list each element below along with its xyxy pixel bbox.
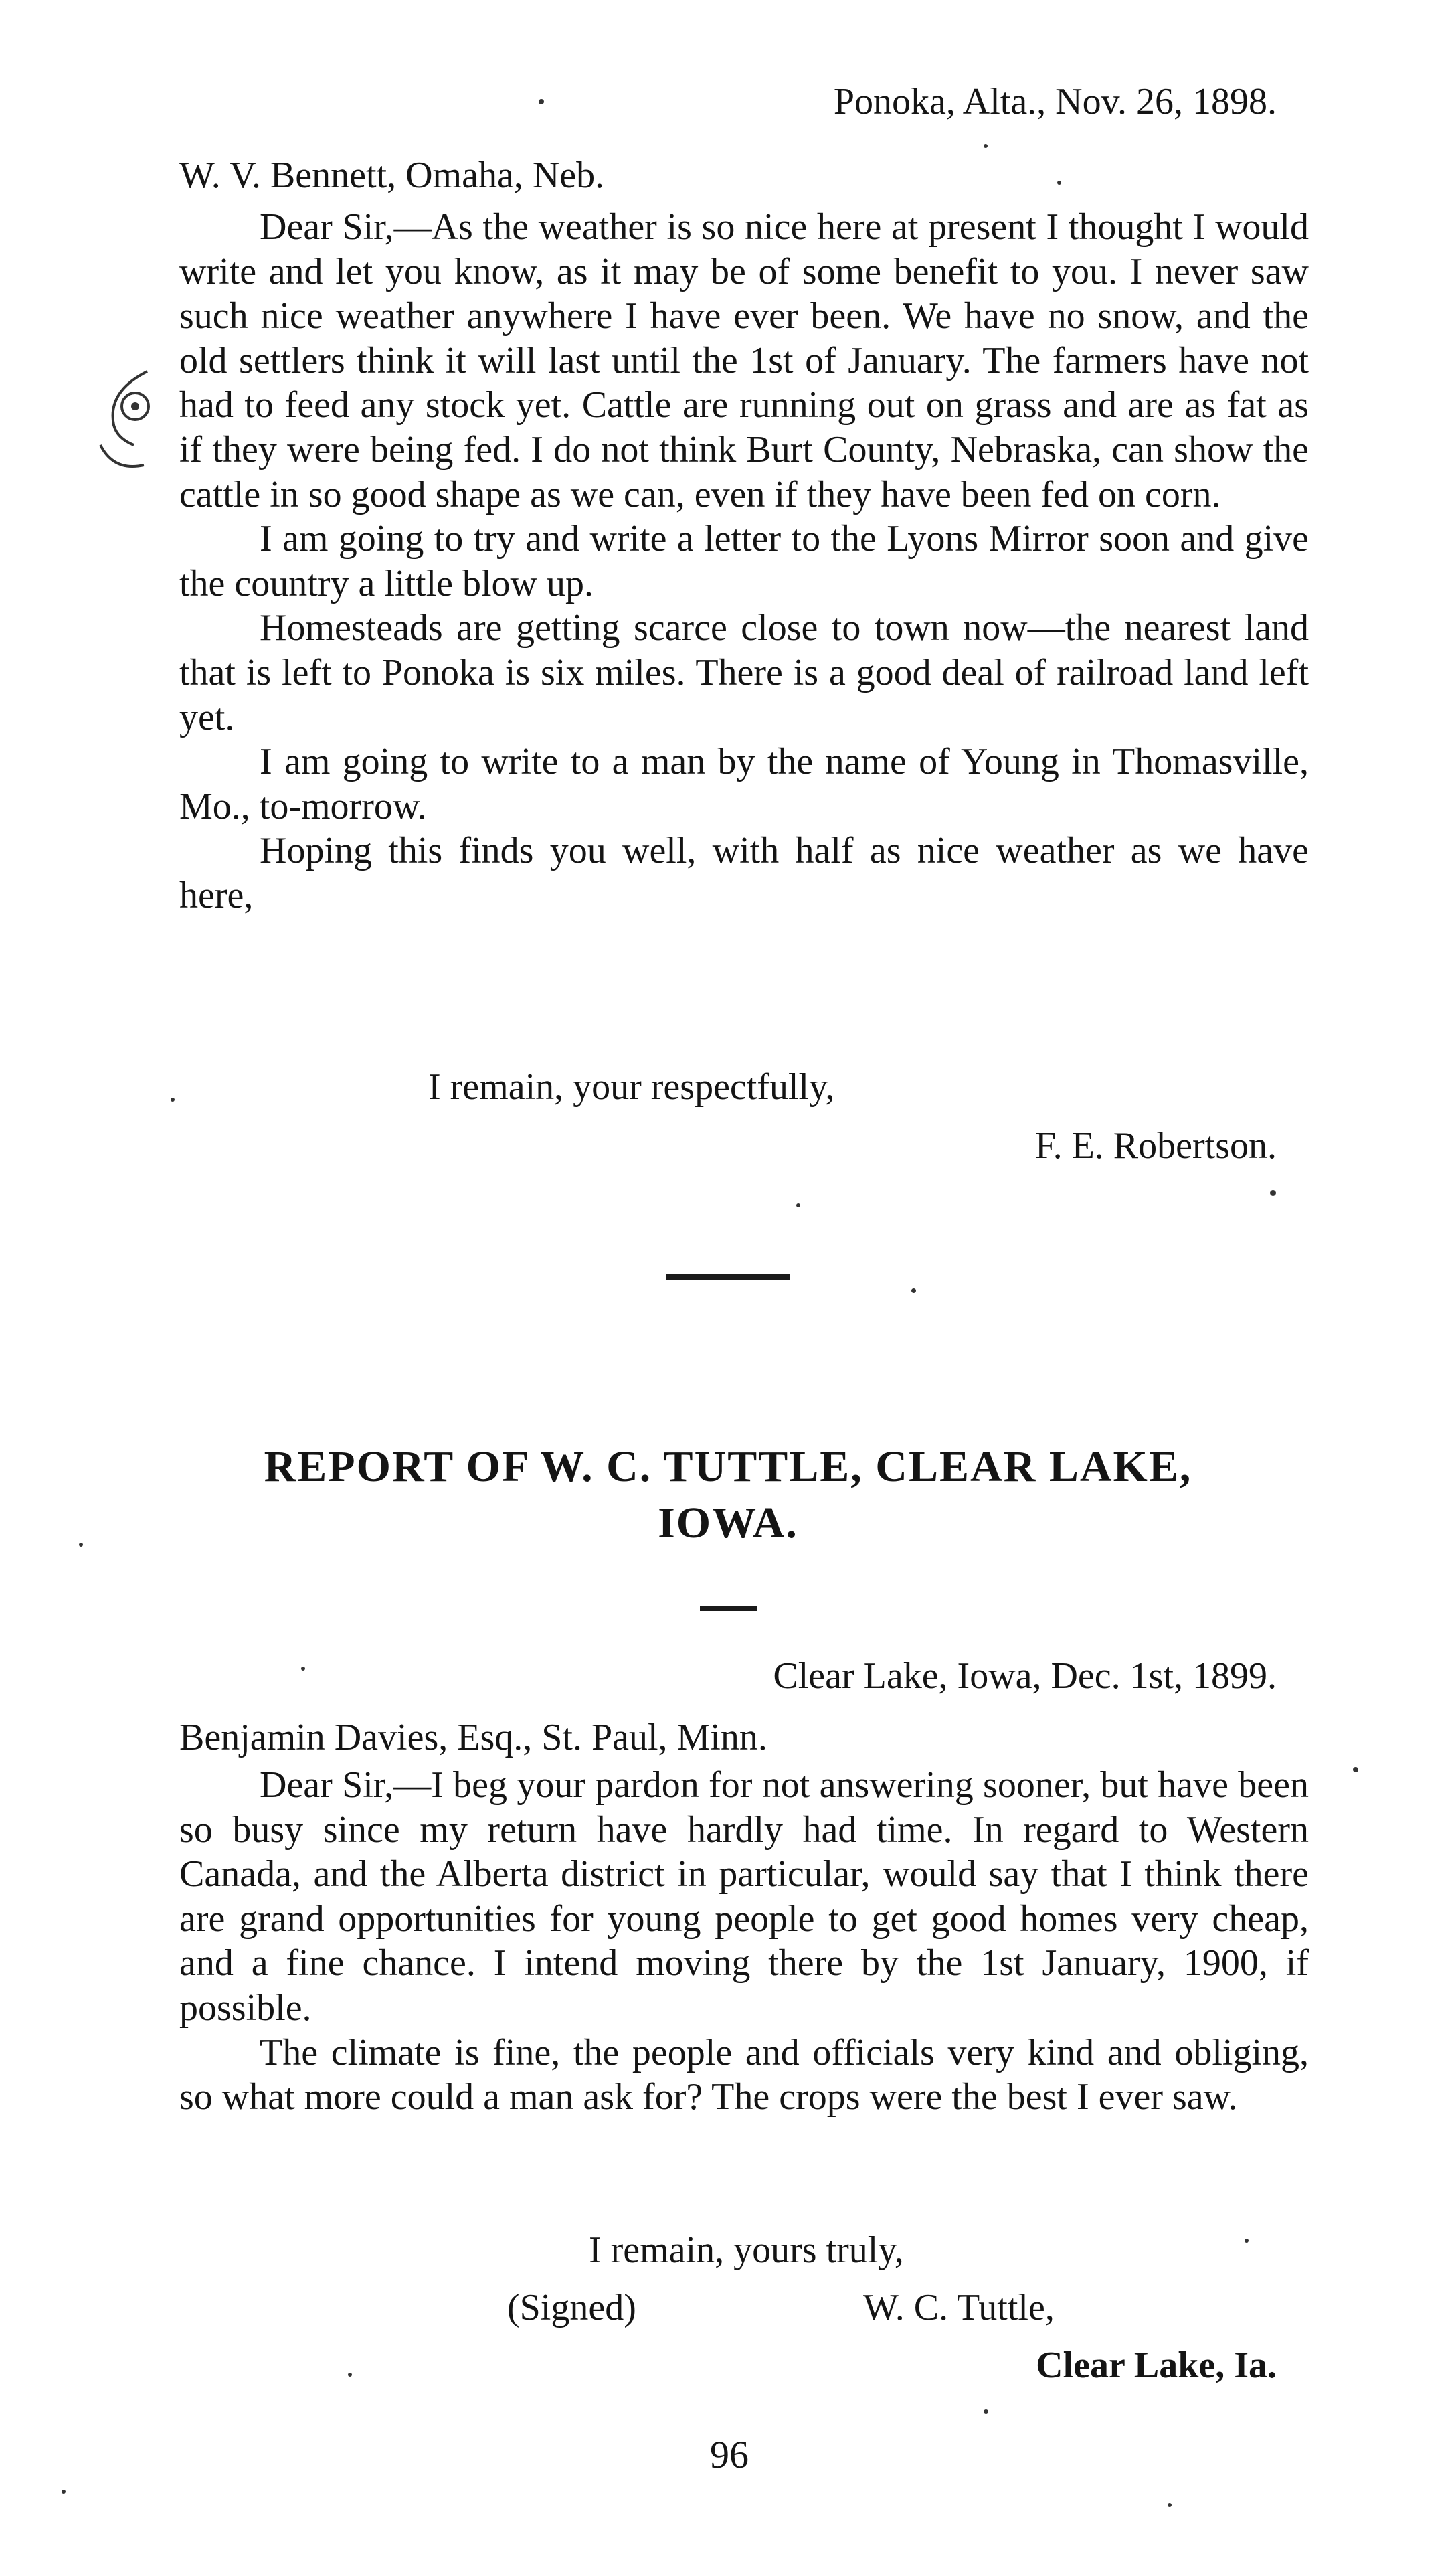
letter2-paragraph: Dear Sir,—I beg your pardon for not answering sooner, but have been so busy since my return have hardly had time. In regard to Western Canada, and the Alberta district in particular, would say that I think there are grand opportunities for young people to get good homes very cheap, and a fine chance. I intend moving there by the 1st January, 1900, if possible.: [179, 1764, 1309, 2029]
letter1-signature: F. E. Robertson.: [1034, 1125, 1277, 1167]
report-heading-line2: IOWA.: [658, 1499, 798, 1547]
scan-speck: [984, 144, 988, 148]
letter2-paragraph: The climate is fine, the people and officials very kind and obliging, so what more could a man ask for? The crops were the best I ever saw.: [179, 2031, 1309, 2118]
letter1-paragraph: I am going to try and write a letter to the Lyons Mirror soon and give the country a little blow up.: [179, 518, 1309, 604]
letter2-signature-place: Clear Lake, Ia.: [1036, 2345, 1277, 2386]
scan-speck: [984, 2409, 988, 2414]
page-number: 96: [710, 2433, 749, 2476]
letter2-dateline: Clear Lake, Iowa, Dec. 1st, 1899.: [773, 1655, 1277, 1697]
scan-speck: [1245, 2239, 1249, 2243]
letter2-signature: W. C. Tuttle,: [863, 2287, 1055, 2328]
scan-speck: [1353, 1767, 1358, 1772]
scan-speck: [79, 1543, 83, 1547]
report-heading: [161, 1439, 1295, 1551]
letter1-dateline: Ponoka, Alta., Nov. 26, 1898.: [833, 81, 1277, 122]
scan-speck: [539, 99, 544, 104]
margin-annotation-mark: [94, 365, 167, 485]
report-heading-line1: REPORT OF W. C. TUTTLE, CLEAR LAKE,: [264, 1442, 1192, 1491]
scan-speck: [171, 1098, 175, 1102]
letter1-paragraph: Homesteads are getting scarce close to town now—the nearest land that is left to Ponoka is six miles. There is a good deal of railroad land left yet.: [179, 607, 1309, 738]
letter2-addressee: Benjamin Davies, Esq., St. Paul, Minn.: [179, 1717, 767, 1758]
section-divider: [666, 1274, 790, 1280]
scan-speck: [1168, 2503, 1172, 2507]
scan-speck: [301, 1667, 305, 1671]
letter1-closing: I remain, your respectfully,: [428, 1066, 835, 1108]
letter1-paragraph: I am going to write to a man by the name of Young in Thomasville, Mo., to-morrow.: [179, 741, 1309, 827]
letter1-paragraph: Dear Sir,—As the weather is so nice here at present I thought I would write and let you know, as it may be of some benefit to you. I never saw such nice weather anywhere I have ever been. We have no snow, and the old settlers think it will last until the 1st of January. The farmers have not had to feed any stock yet. Cattle are running out on grass and are as fat as if they were being fed. I do not think Burt County, Nebraska, can show the cattle in so good shape as we can, even if they have been fed on corn.: [179, 206, 1309, 515]
scan-speck: [796, 1203, 800, 1207]
signed-label: (Signed): [507, 2287, 636, 2328]
scan-speck: [1057, 181, 1061, 185]
letter1-paragraph: Hoping this finds you well, with half as nice weather as we have here,: [179, 830, 1309, 916]
letter1-body: [179, 205, 1309, 918]
scan-speck: [348, 2373, 352, 2377]
letter2-closing: I remain, yours truly,: [589, 2229, 904, 2271]
scan-speck: [1270, 1190, 1276, 1196]
scan-speck: [62, 2490, 66, 2494]
scan-speck: [911, 1288, 916, 1293]
heading-divider: [700, 1606, 757, 1611]
letter2-body: [179, 1763, 1309, 2120]
letter1-addressee: W. V. Bennett, Omaha, Neb.: [179, 155, 605, 196]
